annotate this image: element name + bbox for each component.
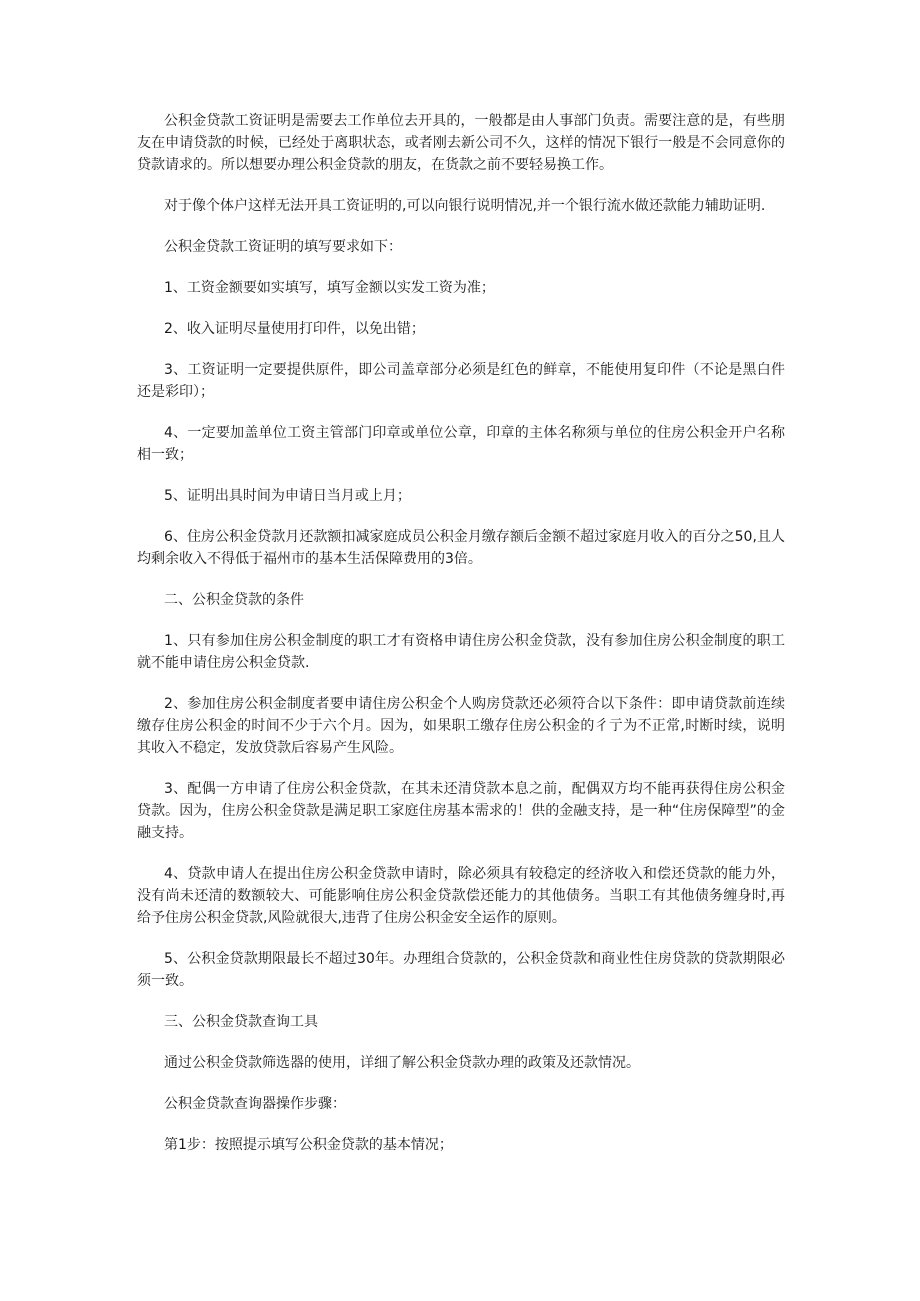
self-employed-paragraph: 对于像个体户这样无法开具工资证明的,可以向银行说明情况,并一个银行流水做还款能力辅助证明. — [164, 198, 766, 214]
requirement-item-6: 6、住房公积金贷款月还款额扣减家庭成员公积金月缴存额后金额不超过家庭月收入的百分之50,且人均剩余收入不得低于福州市的基本生活保障费用的3倍。 — [137, 529, 785, 567]
requirement-item-4: 4、一定要加盖单位工资主管部门印章或单位公章，印章的主体名称须与单位的住房公积金开户名称相一致； — [137, 425, 785, 463]
query-tool-steps-heading: 公积金贷款查询器操作步骤： — [164, 1096, 346, 1112]
condition-item-4: 4、贷款申请人在提出住房公积金贷款申请时，除必须具有较稳定的经济收入和偿还贷款的能力外，没有尚未还清的数额较大、可能影响住房公积金贷款偿还能力的其他债务。当职工有其他债务缠身时,再给予住房公积金贷款,风险就很大,违背了住房公积金安全运作的原则。 — [137, 866, 785, 926]
section-heading-conditions: 二、公积金贷款的条件 — [164, 592, 304, 608]
section-heading-query-tool: 三、公积金贷款查询工具 — [164, 1014, 318, 1030]
requirement-item-1: 1、工资金额要如实填写，填写金额以实发工资为准； — [164, 280, 495, 296]
requirement-item-3: 3、工资证明一定要提供原件，即公司盖章部分必须是红色的鲜章，不能使用复印件（不论是黑白件还是彩印）； — [137, 362, 785, 400]
condition-item-5: 5、公积金贷款期限最长不超过30年。办理组合贷款的，公积金贷款和商业性住房贷款的贷款期限必须一致。 — [137, 951, 785, 989]
query-tool-description: 通过公积金贷款筛选器的使用，详细了解公积金贷款办理的政策及还款情况。 — [164, 1055, 640, 1071]
intro-paragraph: 公积金贷款工资证明是需要去工作单位去开具的，一般都是由人事部门负责。需要注意的是，有些朋友在申请贷款的时候，已经处于离职状态，或者刚去新公司不久，这样的情况下银行一般是不会同意你的贷款请求的。所以想要办理公积金贷款的朋友，在货款之前不要轻易换工作。 — [137, 113, 785, 173]
query-step-1: 第1步：按照提示填写公积金贷款的基本情况； — [164, 1137, 453, 1153]
document-page — [137, 110, 785, 1175]
condition-item-3: 3、配偶一方申请了住房公积金贷款，在其未还清贷款本息之前，配偶双方均不能再获得住房公积金贷款。因为，住房公积金贷款是满足职工家庭住房基本需求的！供的金融支持，是一种“住房保障型”的金融支持。 — [137, 781, 785, 841]
condition-item-2: 2、参加住房公积金制度者要申请住房公积金个人购房贷款还必须符合以下条件：即申请贷款前连续缴存住房公积金的时间不少于六个月。因为，如果职工缴存住房公积金的彳亍为不正常,时断时续，说明其收入不稳定，发放贷款后容易产生风险。 — [137, 696, 785, 756]
requirement-item-5: 5、证明出具时间为申请日当月或上月； — [164, 488, 411, 504]
condition-item-1: 1、只有参加住房公积金制度的职工才有资格申请住房公积金贷款，没有参加住房公积金制度的职工就不能申请住房公积金贷款. — [137, 633, 785, 671]
requirement-item-2: 2、收入证明尽量使用打印件，以免出错； — [164, 321, 425, 337]
requirements-intro: 公积金贷款工资证明的填写要求如下： — [164, 239, 402, 255]
